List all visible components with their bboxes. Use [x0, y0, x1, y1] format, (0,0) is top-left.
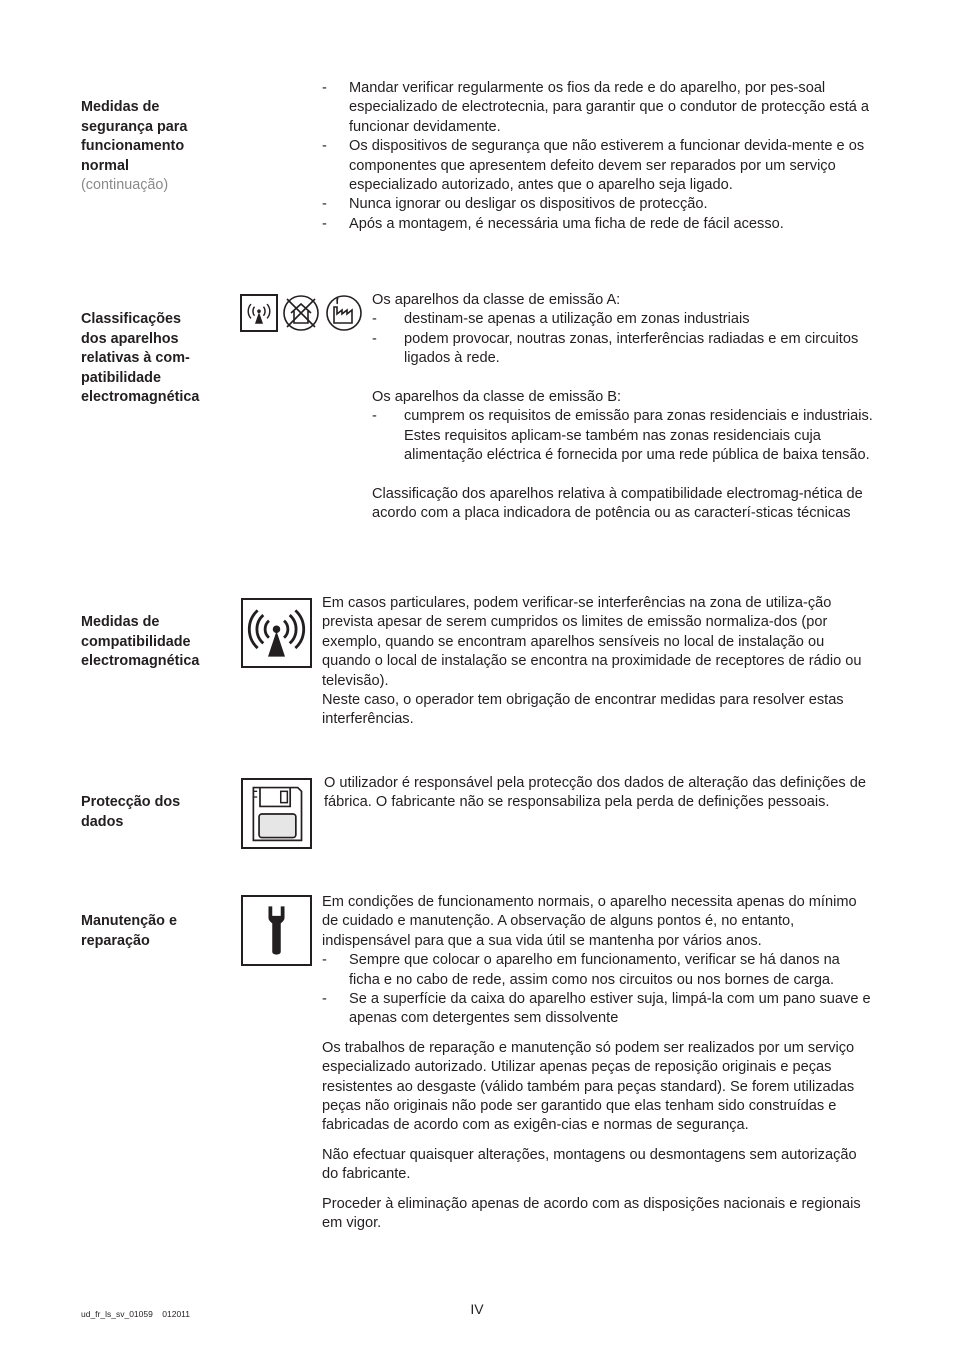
heading-text: Classificações dos aparelhos relativas à com- patibilidade electromagnética	[81, 311, 200, 406]
crossed-house-icon	[282, 294, 320, 332]
wrench-icon	[241, 895, 312, 966]
list-item: - Os dispositivos de segurança que não estiverem a funcionar devida-mente e os componentes que apresentem defeito devem ser reparados por um serviço especializado autorizado, antes que o aparelho seja ligado.	[322, 138, 865, 194]
continuation-label: (continuação)	[81, 177, 169, 194]
radiation-antenna-icon	[240, 294, 278, 332]
paragraph: Não efectuar quaisquer alterações, montagens ou desmontagens sem autorização do fabricante.	[322, 1146, 857, 1183]
paragraph: Em condições de funcionamento normais, o aparelho necessita apenas do mínimo de cuidado e manutenção. A observação de alguns pontos é, no entanto, indispensável para que a sua vida útil se mantenha por vários anos.	[322, 894, 857, 949]
list-item: - Se a superfície da caixa do aparelho estiver suja, limpá-la com um pano suave e apenas com detergentes sem dissolvente	[322, 991, 871, 1027]
list-item: - Após a montagem, é necessária uma ficha de rede de fácil acesso.	[322, 215, 784, 232]
emc-class-icons	[240, 294, 364, 332]
class-b-intro: Os aparelhos da classe de emissão B:	[372, 389, 622, 406]
floppy-disk-icon	[241, 778, 312, 849]
document-code: ud_fr_ls_sv_01059 012011	[81, 1309, 191, 1319]
paragraph: Os trabalhos de reparação e manutenção só podem ser realizados por um serviço especializado autorizado. Utilizar apenas peças de reposição originais e peças resistentes ao desgaste (válido também para peças standard). Se forem utilizadas peças não originais não pode ser garantido que elas tenham sido construídas e fabricadas de acordo com as exigên-cias e normas de segurança.	[322, 1039, 855, 1134]
bullet-list	[372, 407, 876, 465]
bullet-list	[322, 951, 872, 1029]
section-title-maintenance	[81, 893, 231, 951]
paragraph: Proceder à eliminação apenas de acordo com as disposições nacionais e regionais em vigor.	[322, 1195, 861, 1232]
list-item: - destinam-se apenas a utilização em zonas industriais	[372, 311, 750, 328]
classification-note: Classificação dos aparelhos relativa à compatibilidade electromag-nética de acordo com a placa indicadora de potência ou as caracterí-sticas técnicas	[372, 486, 863, 522]
normal-operation-content	[322, 79, 870, 234]
list-item: - Sempre que colocar o aparelho em funcionamento, verificar se há danos na ficha e no cabo de rede, assim como nos circuitos ou nos bornes de carga.	[322, 952, 840, 988]
list-item: - Nunca ignorar ou desligar os dispositivos de protecção.	[322, 196, 708, 213]
bullet-list	[322, 79, 870, 234]
bullet-list	[372, 310, 876, 368]
factory-icon	[325, 294, 363, 332]
class-a-intro: Os aparelhos da classe de emissão A:	[372, 292, 621, 308]
list-item: - cumprem os requisitos de emissão para zonas residenciais e industriais. Estes requisitos aplicam-se também nas zonas residenciais cuja alimentação eléctrica é fornecida por uma rede pública de baixa tensão.	[372, 408, 873, 464]
maintenance-content	[322, 893, 872, 1234]
paragraph: Neste caso, o operador tem obrigação de encontrar medidas para resolver estas interferências.	[322, 692, 844, 728]
heading-text: Protecção dos dados	[81, 794, 181, 830]
emc-measures-content	[322, 594, 870, 730]
heading-text: Medidas de compatibilidade electromagnética	[81, 614, 200, 670]
paragraph: O utilizador é responsável pela protecção dos dados de alteração das definições de fábrica. O fabricante não se responsabiliza pela perda de definições pessoais.	[324, 775, 866, 811]
data-protection-content	[324, 774, 870, 813]
emc-classification-content	[372, 291, 876, 524]
section-title-normal-operation	[81, 79, 231, 215]
list-item: - podem provocar, noutras zonas, interferências radiadas e em circuitos ligados à rede.	[372, 330, 859, 367]
page-number: IV	[470, 1301, 484, 1317]
section-title-emc-measures	[81, 594, 231, 672]
section-title-emc-classification	[81, 291, 231, 407]
paragraph: Em casos particulares, podem verificar-se interferências na zona de utiliza-ção prevista apesar de serem cumpridos os limites de emissão normaliza-dos (por exemplo, quando se encontram aparelhos sensíveis no local de instalação ou quando o local de instalação se encontra na proximidade de receptores de rádio ou televisão).	[322, 595, 862, 689]
heading-text: Manutenção e reparação	[81, 913, 177, 949]
heading-text: Medidas de segurança para funcionamento normal	[81, 99, 188, 174]
radiation-antenna-icon	[241, 598, 312, 668]
list-item: - Mandar verificar regularmente os fios da rede e do aparelho, por pes-soal especializado de electrotecnia, para garantir que o condutor de protecção está a funcionar devidamente.	[322, 80, 870, 135]
section-title-data-protection	[81, 774, 231, 832]
